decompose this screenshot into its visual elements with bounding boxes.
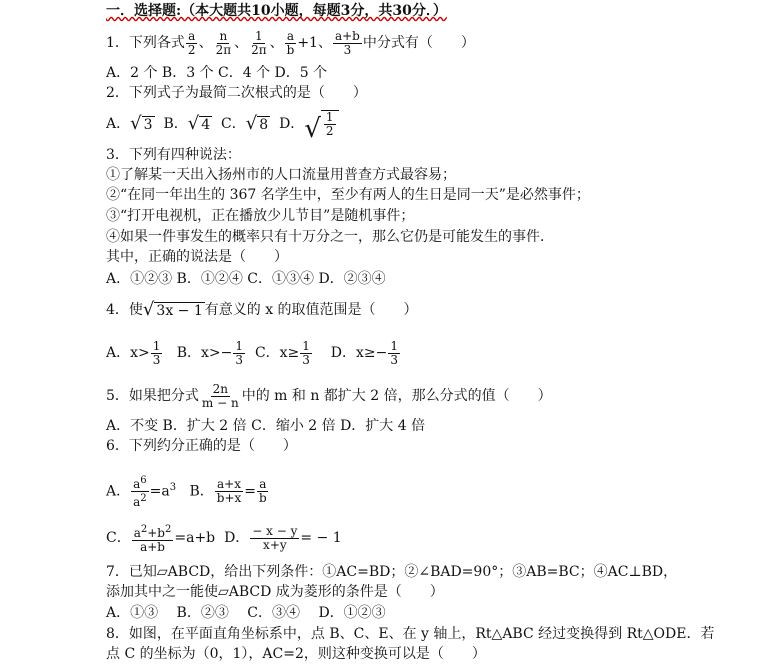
sqrt: √ 8 xyxy=(245,113,269,134)
fraction: $\frac{1}{2\pi}$ xyxy=(251,28,267,57)
question-1: 1．下列各式 $\frac{a}{2}$ 、 $\frac{n}{2\pi}$ 、 $\frac{1}{2\pi}$ 、 $\frac{a}{b}$ +1、 $\frac{a+b}{3}$ 中分式有（ ） xyxy=(106,28,475,57)
question-4: 4．使 √ 3x − 1 有意义的 x 的取值范围是（ ） xyxy=(106,299,418,320)
q7-line-2: 添加其中之一能使▱ABCD 成为菱形的条件是（ ） xyxy=(106,584,444,600)
sqrt: √ 4 xyxy=(187,113,211,134)
q3-statement-2: ②“在同一年出生的 367 名学生中，至少有两人的生日是同一天”是必然事件； xyxy=(106,187,590,203)
q7-line-1: 7．已知▱ABCD，给出下列条件：①AC=BD；②∠BAD=90°；③AB=BC；④AC⊥BD， xyxy=(106,564,678,580)
fraction: $\frac{2n}{m - n}$ xyxy=(201,381,239,410)
sqrt: √ 3 xyxy=(130,113,153,134)
q4-options: A．x> $\frac{1}{3}$ B．x>− $\frac{1}{3}$ C．x≥ $\frac{1}{3}$ D．x≥− $\frac{1}{3}$ xyxy=(106,338,398,367)
q8-line-2: 点 C 的坐标为（0，1），AC=2，则这种变换可以是（ ） xyxy=(106,646,486,662)
q1-stem: 1．下列各式 xyxy=(106,35,185,51)
q3-options: A．①②③ B．①②④ C．①③④ D．②③④ xyxy=(106,271,386,287)
fraction: $\frac{a}{b}$ xyxy=(286,28,295,57)
q1-options: A．2 个 B．3 个 C．4 个 D．5 个 xyxy=(106,65,328,81)
q6-stem: 6．下列约分正确的是（ ） xyxy=(106,438,297,454)
q6-options-cd: C． $\frac{a^2+b^2}{a+b}$ =a+b D． $\frac{- x - y}{x+y}$ = − 1 xyxy=(106,523,342,554)
section-heading xyxy=(106,2,447,20)
q5-options: A．不变 B．扩大 2 倍 C．缩小 2 倍 D．扩大 4 倍 xyxy=(106,418,426,434)
fraction: $\frac{a}{2}$ xyxy=(187,28,196,57)
fraction: $\frac{n}{2\pi}$ xyxy=(215,28,232,57)
q3-statement-4: ④如果一件事发生的概率只有十万分之一，那么它仍是可能发生的事件． xyxy=(106,229,554,245)
q3-statement-1: ①了解某一天出入扬州市的人口流量用普查方式最容易； xyxy=(106,167,456,183)
q3-stem: 3．下列有四种说法： xyxy=(106,147,241,163)
q8-line-1: 8．如图，在平面直角坐标系中，点 B、C、E、在 y 轴上，Rt△ABC 经过变换得到 Rt△ODE．若 xyxy=(106,626,715,642)
question-5: 5．如果把分式 $\frac{2n}{m - n}$ 中的 m 和 n 都扩大 2 倍，那么分式的值（ ） xyxy=(106,381,552,410)
sqrt: √ $\frac{1}{2}$ xyxy=(304,110,338,138)
q2-options: A． √ 3 B． √ 4 C． √ 8 D． √ $\frac{1}{2}$ xyxy=(106,110,339,138)
q6-options-ab: A． $\frac{a^6}{a^2}$ $=a^3$ B． $\frac{a+x}{b+x}$ = $\frac{a}{b}$ xyxy=(106,475,267,510)
sqrt: √ 3x − 1 xyxy=(142,299,203,320)
section-title: 一．选择题:（本大题共10小题，每题3分，共30分．） xyxy=(106,3,447,19)
fraction: $\frac{a+b}{3}$ xyxy=(334,28,360,57)
q3-prompt: 其中，正确的说法是（ ） xyxy=(106,249,288,265)
q3-statement-3: ③“打开电视机，正在播放少儿节目”是随机事件； xyxy=(106,208,415,224)
q7-options: A．①③ B．②③ C．③④ D．①②③ xyxy=(106,605,386,621)
q2-stem: 2．下列式子为最简二次根式的是（ ） xyxy=(106,85,367,101)
